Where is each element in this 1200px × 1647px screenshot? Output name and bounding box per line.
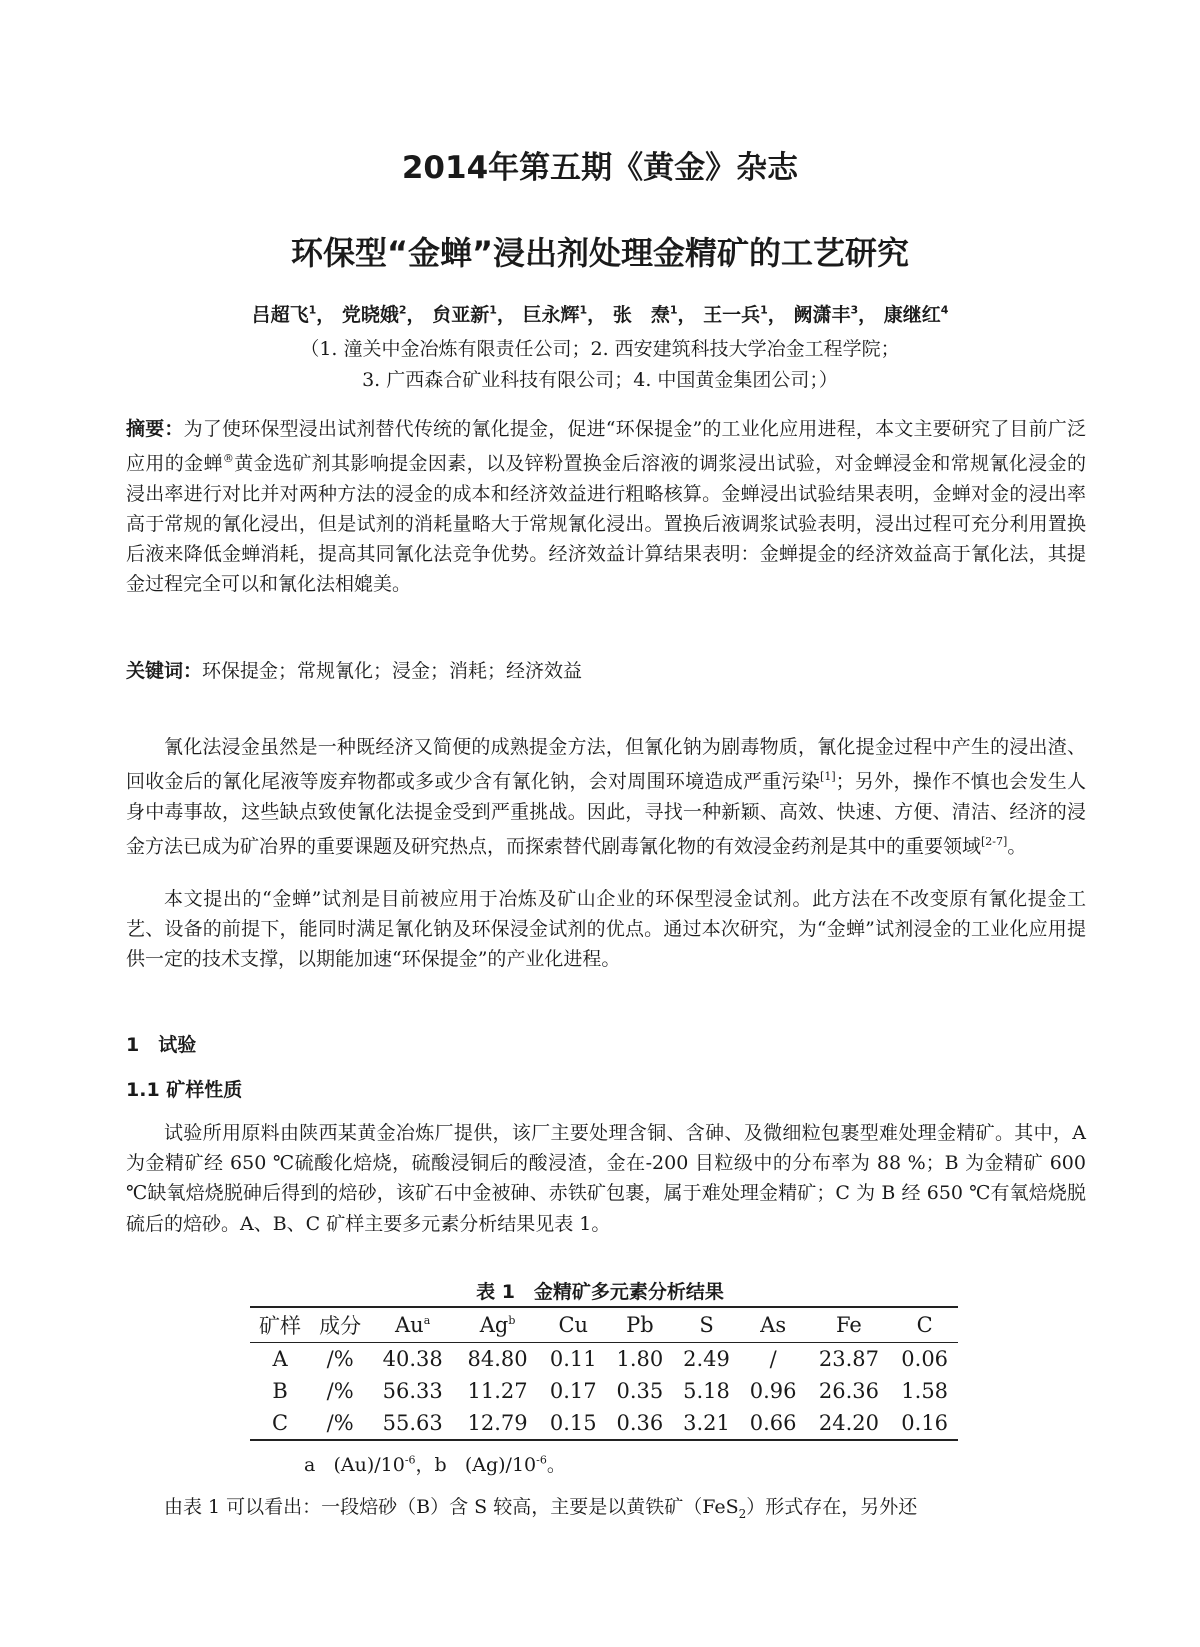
table-cell: A	[272, 1347, 288, 1371]
table-cell: 26.36	[818, 1379, 879, 1403]
citation-ref: [2-7]	[981, 834, 1008, 848]
intro-paragraph-1	[126, 732, 1086, 861]
table-cell: 2.49	[683, 1347, 730, 1371]
author-separator: ，	[767, 304, 787, 326]
table-caption: 表 1 金精矿多元素分析结果	[476, 1281, 724, 1303]
header-cell: Fe	[806, 1307, 891, 1343]
table-cell: 1.58	[901, 1379, 949, 1403]
author-name: 巨永辉	[522, 304, 580, 326]
author-name: 党晓娥	[341, 304, 399, 326]
registered-mark: ®	[222, 452, 234, 466]
table-cell: 0.36	[607, 1407, 674, 1440]
table-cell: 0.11	[549, 1347, 597, 1371]
author-name: 吕超飞	[251, 304, 309, 326]
abstract	[126, 414, 1086, 600]
author-name: 贠亚新	[432, 304, 490, 326]
table-cell: 0.15	[540, 1407, 607, 1440]
abstract-label: 摘要：	[126, 418, 184, 440]
table-cell: C	[250, 1407, 310, 1440]
table-cell: /%	[310, 1407, 370, 1440]
table-cell: 5.18	[683, 1379, 730, 1403]
intro-paragraph-2: 本文提出的“金蝉”试剂是目前被应用于冶炼及矿山企业的环保型浸金试剂。此方法在不改变原有氰化提金工艺、设备的前提下，能同时满足氰化钠及环保浸金试剂的优点。通过本次研究，为“金蝉”试剂浸金的工业化应用提供一定的技术支撑，以期能加速“环保提金”的产业化进程。	[126, 888, 1086, 971]
author-separator: ，	[858, 304, 878, 326]
header-cell: Au$^a$	[370, 1307, 455, 1343]
table-row	[250, 1343, 958, 1376]
journal-title: 2014年第五期《黄金》杂志	[401, 150, 799, 186]
table-cell: /%	[326, 1347, 354, 1371]
header-cell: Ag$^b$	[455, 1307, 540, 1343]
table-cell: 3.21	[673, 1407, 740, 1440]
table-row	[250, 1375, 958, 1407]
keywords-text: 环保提金；常规氰化；浸金；消耗；经济效益	[202, 660, 583, 682]
paper-title: 环保型“金蝉”浸出剂处理金精矿的工艺研究	[290, 234, 910, 272]
table-cell: 24.20	[806, 1407, 891, 1440]
author-affiliation-mark: 3	[850, 303, 859, 317]
table-row	[250, 1407, 958, 1440]
header-cell: Cu	[540, 1307, 607, 1343]
header-cell: S	[673, 1307, 740, 1343]
intro-text: ；另外，操作不慎也会发生人身中毒事故，这些缺点致使氰化法提金受到严重挑战。因此，寻找一种新颖、高效、快速、方便、清洁、经济的浸金方法已成为矿冶界的重要课题及研究热点，而探索替代剧毒氰化物的有效浸金药剂是其中的重要领域	[126, 770, 1086, 858]
author-affiliation-mark: 1	[579, 303, 588, 317]
header-cell: As	[740, 1307, 807, 1343]
subsection-heading: 1.1 矿样性质	[126, 1079, 243, 1101]
intro-text: 氰化法浸金虽然是一种既经济又简便的成熟提金方法，但氰化钠为剧毒物质，氰化提金过程中产生的浸出渣、回收金后的氰化尾液等废弃物都或多或少含有氰化钠，会对周围环境造成严重污染	[126, 736, 1086, 793]
table-header-row	[250, 1307, 958, 1343]
table-cell: 23.87	[818, 1347, 879, 1371]
author-affiliation-mark: 1	[308, 303, 317, 317]
table-cell: 84.80	[467, 1347, 528, 1371]
table-cell: 55.63	[370, 1407, 455, 1440]
sample-paragraph: 试验所用原料由陕西某黄金冶炼厂提供，该厂主要处理含铜、含砷、及微细粒包裹型难处理金精矿。其中，A 为金精矿经 650 ℃硫酸化焙烧，硫酸浸铜后的酸浸渣，金在-200 目粒级中的分布率为 88 %；B 为金精矿 600 ℃缺氧焙烧脱砷后得到的焙砂，该矿石中金被砷、赤铁矿包裹，属于难处理金精矿；C 为 B 经 650 ℃有氧焙烧脱硫后的焙砂。A、B、C 矿样主要多元素分析结果见表 1。	[126, 1122, 1086, 1235]
author-list	[0, 300, 1200, 327]
table-footnote: a $(Au)/10^{-6}$，b $(Ag)/10^{-6}$。	[304, 1453, 566, 1476]
table-cell: 11.27	[467, 1379, 528, 1403]
header-cell: 成分	[310, 1307, 370, 1343]
table-cell: 0.35	[616, 1379, 664, 1403]
affiliation-line-2: 3. 广西森合矿业科技有限公司；4. 中国黄金集团公司；）	[362, 369, 838, 391]
table-cell: 56.33	[382, 1379, 443, 1403]
element-analysis-table	[250, 1306, 958, 1441]
author-separator: ，	[316, 304, 336, 326]
author-affiliation-mark: 1	[669, 303, 678, 317]
author-separator: ，	[587, 304, 607, 326]
abstract-text-start: 为了使环保型浸出试剂替代传统的氰化提金，促进“环保提金”的工业化应用进程，本文主要研究了目前广泛应用的金蝉	[126, 418, 1086, 475]
keywords	[126, 656, 1086, 686]
table-cell: 40.38	[382, 1347, 443, 1371]
section-heading: 1 试验	[126, 1034, 197, 1056]
analysis-paragraph: 由表 1 可以看出：一段焙砂（B）含 S 较高，主要是以黄铁矿（FeS$_2$）形式存在，另外还	[164, 1496, 918, 1521]
table-cell: /	[769, 1347, 777, 1371]
table-cell: 0.17	[549, 1379, 597, 1403]
author-affiliation-mark: 1	[489, 303, 497, 317]
table-cell: 0.96	[749, 1379, 797, 1403]
header-cell: 矿样	[250, 1307, 310, 1343]
author-separator: ，	[406, 304, 426, 326]
abstract-text-rest: 黄金选矿剂其影响提金因素，以及锌粉置换金后溶液的调浆浸出试验，对金蝉浸金和常规氰化浸金的浸出率进行对比并对两种方法的浸金的成本和经济效益进行粗略核算。金蝉浸出试验结果表明，金蝉对金的浸出率高于常规的氰化浸出，但是试剂的消耗量略大于常规氰化浸出。置换后液调浆试验表明，浸出过程可充分利用置换后液来降低金蝉消耗，提高其同氰化法竞争优势。经济效益计算结果表明：金蝉提金的经济效益高于氰化法，其提金过程完全可以和氰化法相媲美。	[126, 452, 1086, 596]
table-cell: 0.66	[740, 1407, 807, 1440]
intro-text: 。	[1007, 835, 1027, 858]
table-cell: 0.16	[891, 1407, 958, 1440]
author-name: 阙潇丰	[793, 304, 851, 326]
table-cell: 0.06	[901, 1347, 949, 1371]
affiliation-line-1: （1. 潼关中金冶炼有限责任公司；2. 西安建筑科技大学冶金工程学院；	[300, 338, 900, 360]
table-cell: /%	[326, 1379, 354, 1403]
table-cell: B	[272, 1379, 288, 1403]
table-cell: 12.79	[455, 1407, 540, 1440]
citation-ref: [1]	[820, 770, 836, 784]
header-cell: Pb	[607, 1307, 674, 1343]
table-cell: 1.80	[616, 1347, 664, 1371]
author-separator: ，	[496, 304, 516, 326]
author-name: 张 焘	[612, 304, 670, 326]
keywords-label: 关键词：	[126, 660, 203, 682]
author-separator: ，	[677, 304, 697, 326]
author-affiliation-mark: 1	[760, 303, 768, 317]
author-name: 康继红	[883, 304, 941, 326]
author-name: 王一兵	[703, 304, 761, 326]
header-cell: C	[891, 1307, 958, 1343]
author-affiliation-mark: 2	[398, 303, 407, 317]
author-affiliation-mark: 4	[940, 303, 949, 317]
